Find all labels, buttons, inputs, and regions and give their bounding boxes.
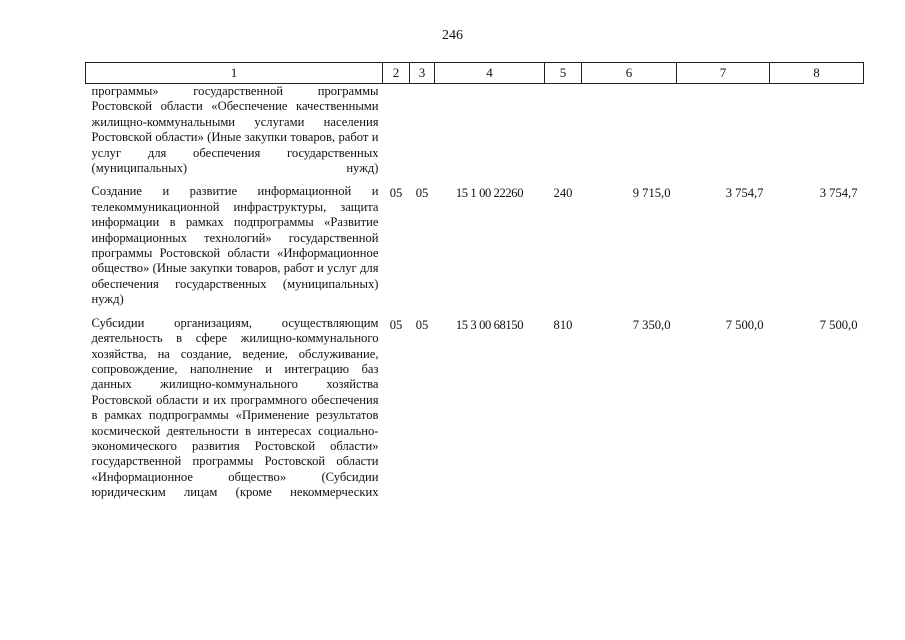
subsection-code (410, 84, 435, 185)
section-code (383, 84, 410, 185)
header-row (86, 63, 864, 84)
page-number: 246 (442, 28, 463, 43)
subsection-code: 05 (415, 186, 429, 201)
header-col-4: 4 (435, 63, 545, 84)
header-col-2: 2 (383, 63, 410, 84)
amount-col-7 (677, 84, 770, 185)
header-col-7: 7 (677, 63, 770, 84)
header-col-6: 6 (582, 63, 677, 84)
section-code: 05 (389, 317, 403, 332)
amount-col-6: 9 715,0 (632, 186, 671, 201)
header-col-3: 3 (410, 63, 435, 84)
expense-type-code: 810 (553, 317, 573, 332)
amount-col-8 (770, 84, 864, 185)
table-row (86, 84, 864, 185)
table-row (86, 184, 864, 315)
amount-col-8: 7 500,0 (819, 317, 858, 332)
amount-col-6: 7 350,0 (632, 317, 671, 332)
amount-col-7: 7 500,0 (725, 317, 764, 332)
section-code: 05 (389, 186, 403, 201)
row-description: Создание и развитие информационной и телекоммуникационной инфраструктуры, защита информации в рамках подпрограммы «Развитие информационных технологий» государственной программы Ростовской области «Информационное общество» (Иные закупки товаров, работ и услуг для обеспечения государственных (муниципальных) нужд) (91, 184, 379, 307)
row-description: программы» государственной программы Ростовской области «Обеспечение качественными жилищно-коммунальными услугами населения Ростовской области» (Иные закупки товаров, работ и услуг для обеспечения государственных (муниципальных) нужд) (91, 84, 379, 176)
header-col-5: 5 (545, 63, 582, 84)
amount-col-7: 3 754,7 (725, 186, 764, 201)
subsection-code: 05 (415, 317, 429, 332)
row-description: Субсидии организациям, осуществляющим деятельность в сфере жилищно-коммунального хозяйства, на создание, ведение, обслуживание, сопровождение, наполнение и интеграцию баз данных жилищно-коммунального хозяйства Ростовской области и их программного обеспечения в рамках подпрограммы «Применение результатов космической деятельности в интересах социально-экономического развития Ростовской области» государственной программы Ростовской области «Информационное общество» (Субсидии юридическим лицам (кроме некоммерческих (91, 315, 379, 500)
expense-type-code: 240 (553, 186, 573, 201)
target-article-code (435, 84, 545, 185)
amount-col-8: 3 754,7 (819, 186, 858, 201)
header-col-8: 8 (770, 63, 864, 84)
header-col-1: 1 (86, 63, 383, 84)
target-article-code: 15 3 00 68150 (455, 317, 524, 332)
amount-col-6 (582, 84, 677, 185)
budget-table (85, 62, 864, 509)
expense-type-code (545, 84, 582, 185)
target-article-code: 15 1 00 22260 (455, 186, 524, 201)
table-row (86, 316, 864, 509)
